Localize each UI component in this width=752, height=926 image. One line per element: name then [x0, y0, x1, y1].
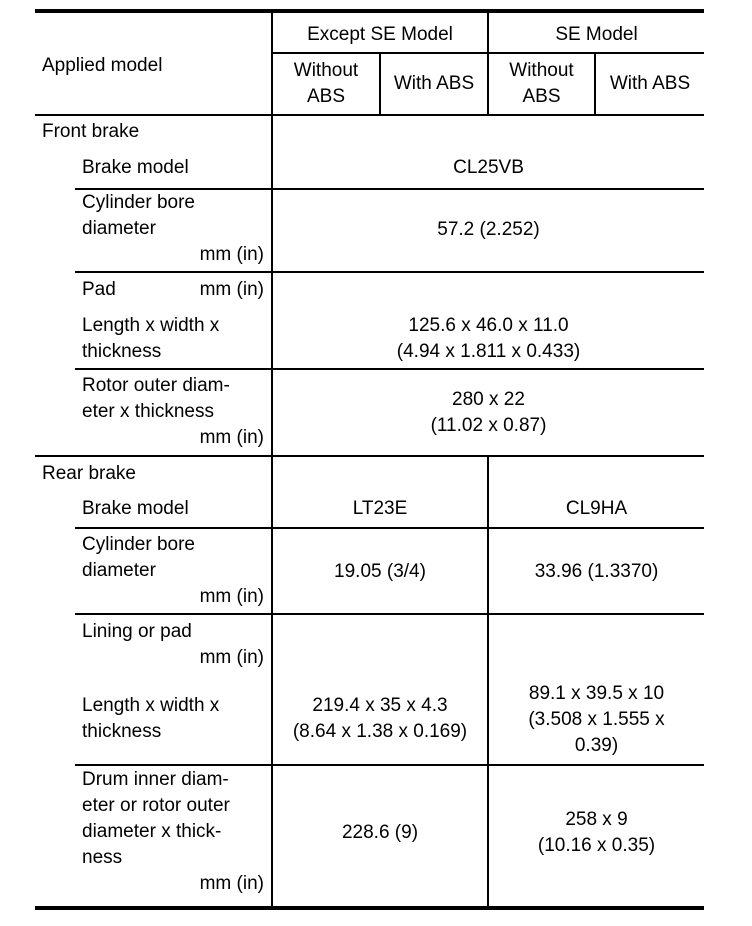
rear-rule-2 — [75, 613, 704, 615]
rear-lining-left: 219.4 x 35 x 4.3 (8.64 x 1.38 x 0.169) — [292, 695, 468, 742]
front-cylinder-unit: mm (in) — [199, 244, 264, 265]
front-rotor-value: 280 x 22 (11.02 x 0.87) — [430, 389, 547, 436]
label-column-rule — [271, 11, 273, 908]
front-pad-unit: mm (in) — [199, 279, 264, 300]
except-se-model-header: Except SE Model — [307, 24, 453, 45]
rear-lining-right: 89.1 x 39.5 x 10 (3.508 x 1.555 x 0.39) — [528, 683, 665, 756]
front-pad-value: 125.6 x 46.0 x 11.0 (4.94 x 1.811 x 0.433) — [396, 315, 581, 362]
front-rule-3 — [75, 368, 704, 370]
rear-drum-label: Drum inner diam- eter or rotor outer diameter x thick- ness — [82, 769, 230, 868]
rear-brake-model-label: Brake model — [82, 498, 189, 519]
table-bottom-rule — [35, 906, 704, 910]
front-cylinder-label: Cylinder bore diameter — [82, 192, 195, 239]
rear-lining-label: Lining or pad — [82, 621, 192, 642]
rear-lining-dims-label: Length x width x thickness — [82, 695, 220, 742]
se-without-abs-header: Without ABS — [509, 60, 574, 107]
rear-brake-title: Rear brake — [42, 463, 136, 484]
rear-drum-unit: mm (in) — [199, 873, 264, 894]
rear-rule-1 — [75, 527, 704, 529]
rear-drum-right: 258 x 9 (10.16 x 0.35) — [537, 809, 656, 856]
header-bottom-rule — [35, 114, 704, 116]
except-se-with-abs-header: With ABS — [393, 73, 475, 94]
front-pad-dims-label: Length x width x thickness — [82, 315, 220, 362]
rear-drum-left: 228.6 (9) — [341, 822, 419, 843]
front-brake-title: Front brake — [42, 121, 140, 142]
rear-brake-model-left: LT23E — [352, 498, 408, 519]
table-top-rule — [35, 9, 704, 13]
rear-rule-3 — [75, 764, 704, 766]
front-pad-label: Pad — [82, 279, 116, 300]
front-rotor-unit: mm (in) — [199, 427, 264, 448]
se-with-abs-header: With ABS — [609, 73, 691, 94]
rear-cylinder-unit: mm (in) — [199, 586, 264, 607]
front-rotor-label: Rotor outer diam- eter x thickness — [82, 375, 230, 422]
applied-model-label: Applied model — [42, 55, 163, 76]
rear-cylinder-label: Cylinder bore diameter — [82, 534, 195, 581]
se-model-header: SE Model — [555, 24, 638, 45]
rear-cylinder-right: 33.96 (1.3370) — [534, 561, 659, 582]
front-rule-2 — [75, 271, 704, 273]
rear-lining-unit: mm (in) — [199, 647, 264, 668]
rear-cylinder-left: 19.05 (3/4) — [334, 561, 426, 582]
front-brake-model-value: CL25VB — [453, 157, 524, 178]
front-cylinder-value: 57.2 (2.252) — [437, 219, 540, 240]
except-se-without-abs-header: Without ABS — [293, 60, 359, 107]
section-rule — [35, 455, 704, 457]
front-brake-model-label: Brake model — [82, 157, 189, 178]
rear-brake-model-right: CL9HA — [565, 498, 628, 519]
